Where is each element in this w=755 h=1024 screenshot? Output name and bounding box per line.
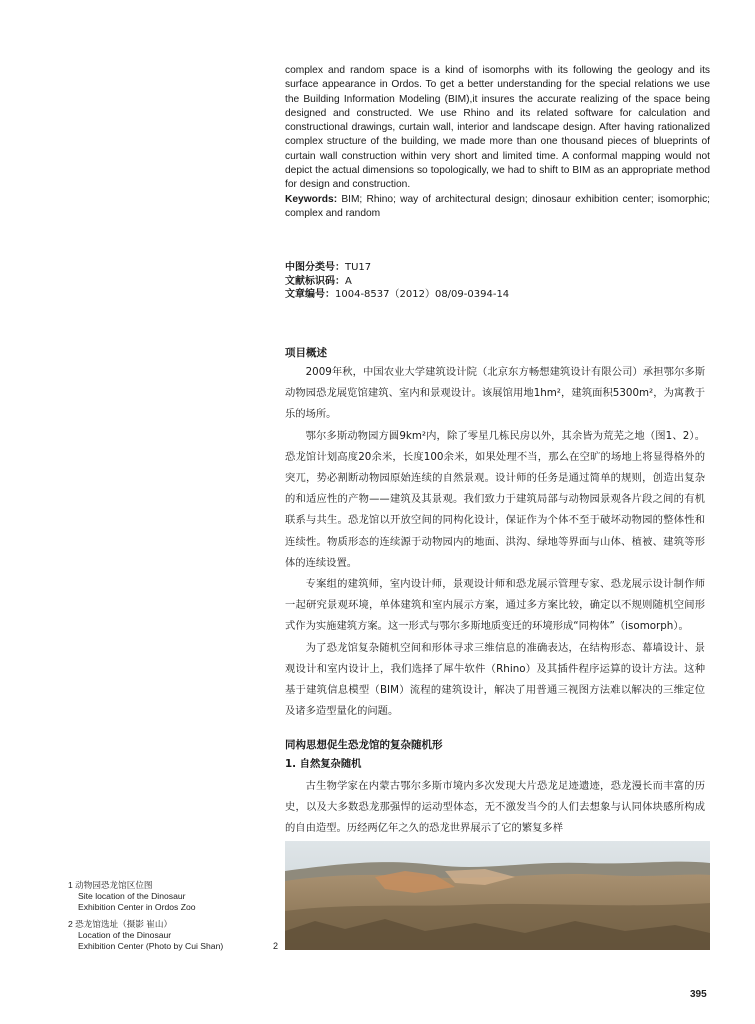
paragraph: 为了恐龙馆复杂随机空间和形体寻求三维信息的准确表达，在结构形态、幕墙设计、景观设计和室内设计上，我们选择了犀牛软件（Rhino）及其插件程序运算的设计方法。这种基于建筑信息模型（BIM）流程的建筑设计，解决了用普通三视图方法难以解决的三维定位及诸多造型量化的问题。 (285, 641, 705, 718)
caption-2 (68, 919, 268, 952)
english-abstract (285, 64, 710, 221)
clc-line (285, 261, 705, 275)
paragraph: 鄂尔多斯动物园方圆9km²内，除了零星几栋民房以外，其余皆为荒芜之地（图1、2）。恐龙馆计划高度20余米，长度100余米，如果处理不当，那么在空旷的场地上将显得格外的突兀，势必割断动物园原始连续的自然景观。设计师的任务是通过简单的规则，创造出复杂的和适应性的产物——建筑及其景观。我们致力于建筑局部与动物园景观各片段之间的有机联系与共生。恐龙馆以开放空间的同构化设计，保证作为个体不至于破坏动物园的整体性和连续性。物质形态的连续源于动物园内的地面、洪沟、绿地等界面与山体、植被、建筑等形体的连续设置。 (285, 429, 705, 569)
caption-1-en-line2: Exhibition Center in Ordos Zoo (78, 902, 196, 912)
section-heading-isomorph: 同构思想促生恐龙馆的复杂随机形 (285, 739, 443, 752)
landscape-photo-illustration (285, 841, 710, 950)
keywords-line (285, 193, 710, 222)
article-meta (285, 261, 705, 302)
keywords-label: Keywords: (285, 193, 338, 205)
abstract-body: complex and random space is a kind of isomorphs with its following the geology and its surface appearance in Ordos. To get a better understanding for the special relations we use the Building Information Modeling (BIM),it insures the accurate realizing of the space being designed and constructed. We use Rhino and its related software for calculation and constructional drawings, curtain wall, interior and landscape design. After having rationalized complex structure of the building, we made more than one thousand pieces of blueprints of curtain wall construction within very short and limited time. A conformal mapping would not depict the actual dimensions so topologically, we had to shift to BIM as an appropriate method for design and construction. (285, 65, 710, 191)
doc-code-value: A (345, 275, 352, 287)
subsection-heading: 1. 自然复杂随机 (285, 758, 362, 771)
figure-captions (68, 880, 268, 958)
site-photo (285, 841, 710, 950)
paragraph: 专案组的建筑师，室内设计师，景观设计师和恐龙展示管理专家、恐龙展示设计制作师一起研究景观环境，单体建筑和室内展示方案，通过多方案比较，确定以不规则随机空间形式作为实施建筑方案。这一形式与鄂尔多斯地质变迁的环境形成“同构体”（isomorph）。 (285, 578, 705, 633)
doc-code-line (285, 275, 705, 289)
chinese-body (285, 344, 705, 839)
clc-label: 中图分类号： (285, 262, 345, 273)
caption-1-cn: 1 动物园恐龙馆区位图 (68, 880, 153, 890)
figure-number: 2 (273, 941, 279, 951)
section-heading-overview: 项目概述 (285, 347, 327, 359)
caption-2-en-line2: Exhibition Center (Photo by Cui Shan) (78, 941, 224, 951)
page-number: 395 (690, 989, 707, 1000)
paragraph: 2009年秋，中国农业大学建筑设计院（北京东方畅想建筑设计有限公司）承担鄂尔多斯动物园恐龙展览馆建筑、室内和景观设计。该展馆用地1hm²，建筑面积5300m²，为寓教于乐的场所。 (285, 366, 705, 421)
caption-2-cn: 2 恐龙馆选址（摄影 崔山） (68, 919, 173, 929)
clc-value: TU17 (345, 262, 372, 273)
article-id-line (285, 288, 705, 302)
caption-2-en-line1: Location of the Dinosaur (78, 930, 172, 940)
article-id-label: 文章编号： (285, 289, 335, 300)
article-id-value: 1004-8537（2012）08/09-0394-14 (335, 289, 510, 300)
section-gap (285, 722, 705, 736)
keywords-text: BIM; Rhino; way of architectural design; dinosaur exhibition center; isomorphic; complex and random (285, 193, 710, 219)
caption-1-en-line1: Site location of the Dinosaur (78, 891, 186, 901)
doc-code-label: 文献标识码： (285, 275, 345, 287)
paragraph: 古生物学家在内蒙古鄂尔多斯市境内多次发现大片恐龙足迹遗迹，恐龙漫长而丰富的历史，以及大多数恐龙那强悍的运动型体态，无不激发当今的人们去想象与认同体块感所构成的自由造型。历经两亿年之久的恐龙世界展示了它的繁复多样 (285, 779, 705, 835)
caption-1 (68, 880, 268, 913)
